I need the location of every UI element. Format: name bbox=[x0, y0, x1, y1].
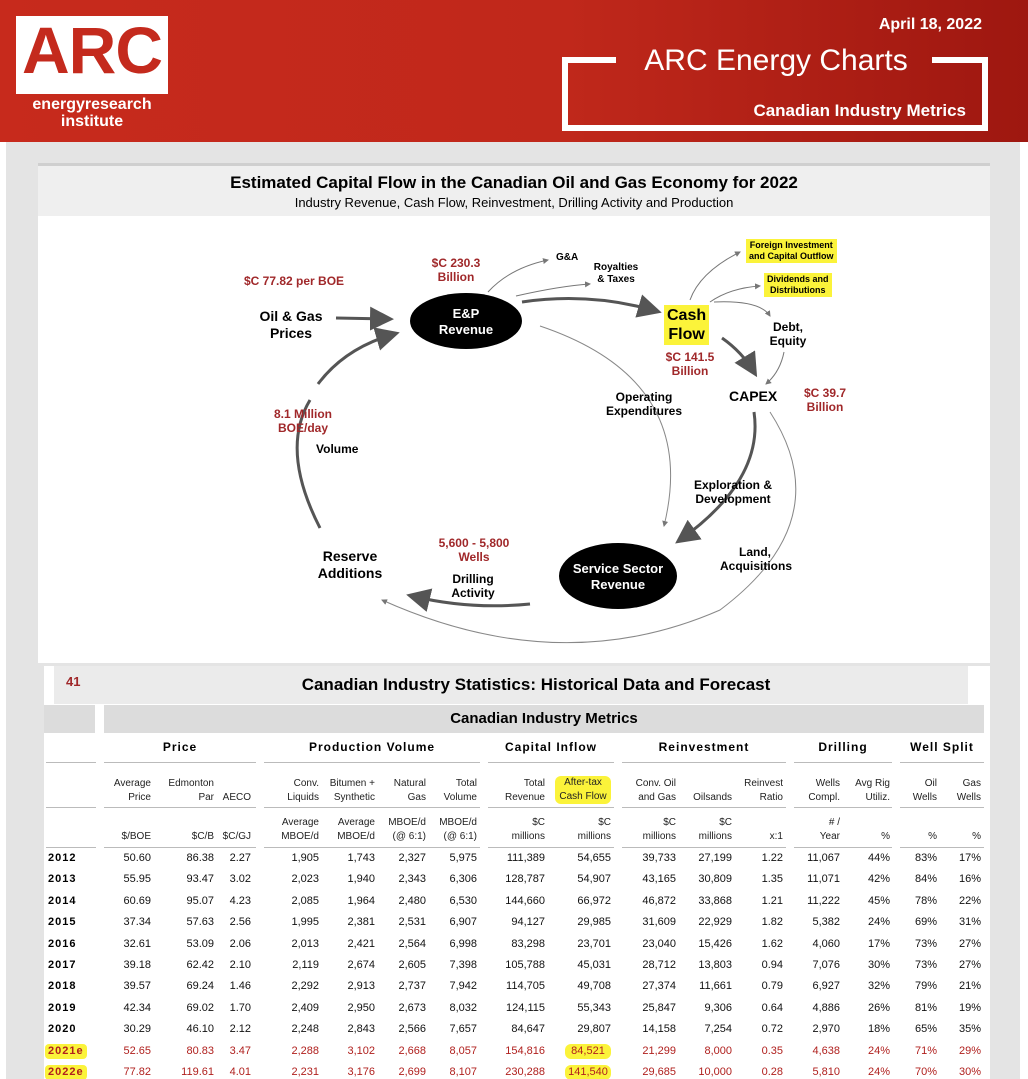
unit-divider bbox=[794, 847, 892, 848]
table-cell: 33,868 bbox=[698, 895, 732, 907]
logo-subtitle-1: energyresearch bbox=[32, 96, 152, 113]
unit-header: $C millions bbox=[642, 817, 676, 842]
table-cell: 32% bbox=[867, 980, 890, 992]
table-cell: 30% bbox=[867, 959, 890, 971]
header-divider bbox=[488, 807, 614, 808]
group-divider bbox=[104, 762, 256, 763]
table-cell: 53.09 bbox=[186, 938, 214, 950]
table-cell: 1,995 bbox=[291, 916, 319, 928]
table-cell: 29% bbox=[958, 1045, 981, 1057]
unit-divider bbox=[622, 847, 786, 848]
row-year: 2014 bbox=[48, 895, 77, 907]
table-cell: 32.61 bbox=[123, 938, 151, 950]
unit-header: $C millions bbox=[577, 817, 611, 842]
revenue-to-royalties-arrow bbox=[516, 284, 590, 296]
table-cell: 1.22 bbox=[761, 852, 783, 864]
table-cell: 2,421 bbox=[347, 938, 375, 950]
table-cell: 54,907 bbox=[577, 873, 611, 885]
table-cell: 73% bbox=[914, 938, 937, 950]
table-cell: 8,000 bbox=[704, 1045, 732, 1057]
table-cell: 5,975 bbox=[449, 852, 477, 864]
unit-header: $/BOE bbox=[121, 831, 151, 842]
row-year: 2013 bbox=[48, 873, 77, 885]
group-divider bbox=[46, 762, 96, 763]
unit-header: x:1 bbox=[769, 831, 783, 842]
table-title: Canadian Industry Statistics: Historical Data and Forecast bbox=[301, 675, 771, 694]
table-cell: 86.38 bbox=[186, 852, 214, 864]
table-cell: 2,327 bbox=[398, 852, 426, 864]
table-cell: 124,115 bbox=[506, 1002, 545, 1014]
table-cell: 2,231 bbox=[291, 1066, 319, 1078]
table-cell: 80.83 bbox=[186, 1045, 214, 1057]
column-header: Wells Compl. bbox=[808, 778, 840, 803]
table-cell: 2,699 bbox=[398, 1066, 426, 1078]
column-header: Conv. Liquids bbox=[287, 778, 319, 803]
table-cell: 6,530 bbox=[449, 895, 477, 907]
unit-divider bbox=[46, 847, 96, 848]
column-header: Reinvest Ratio bbox=[744, 778, 783, 803]
table-cell: 1,905 bbox=[291, 852, 319, 864]
table-cell: 31% bbox=[958, 916, 981, 928]
group-header: Reinvestment bbox=[658, 740, 750, 754]
table-cell: 57.63 bbox=[186, 916, 214, 928]
table-cell: 95.07 bbox=[186, 895, 214, 907]
column-header: After-tax Cash Flow bbox=[555, 776, 611, 804]
table-cell: 6,927 bbox=[812, 980, 840, 992]
table-cell: 8,057 bbox=[449, 1045, 477, 1057]
cashflow-to-capex-arrow bbox=[722, 338, 754, 372]
unit-header: % bbox=[972, 831, 981, 842]
table-cell: 77.82 bbox=[123, 1066, 151, 1078]
row-year: 2018 bbox=[48, 980, 77, 992]
table-cell: 2,480 bbox=[398, 895, 426, 907]
capex-label: CAPEX bbox=[729, 388, 778, 404]
logo-subtitle-2: institute bbox=[60, 113, 124, 130]
table-cell: 105,788 bbox=[505, 959, 545, 971]
unit-header: MBOE/d (@ 6:1) bbox=[439, 817, 477, 842]
royalties-label: Royalties & Taxes bbox=[593, 262, 639, 285]
table-cell: 31,609 bbox=[642, 916, 676, 928]
table-cell: 46,872 bbox=[642, 895, 676, 907]
table-cell: 17% bbox=[867, 938, 890, 950]
table-cell: 154,816 bbox=[505, 1045, 545, 1057]
header-divider bbox=[46, 807, 96, 808]
page-number: 41 bbox=[66, 674, 81, 689]
unit-header: % bbox=[881, 831, 890, 842]
table-cell: 13,803 bbox=[698, 959, 732, 971]
table-cell: 17% bbox=[958, 852, 981, 864]
table-cell: 119.61 bbox=[181, 1066, 214, 1078]
table-cell: 52.65 bbox=[123, 1045, 151, 1057]
drilling-activity-label: Drilling Activity bbox=[451, 572, 495, 600]
page-title: ARC Energy Charts bbox=[644, 44, 908, 77]
table-cell: 23,701 bbox=[577, 938, 611, 950]
row-year: 2015 bbox=[48, 916, 77, 928]
table-cell: 3,102 bbox=[347, 1045, 375, 1057]
table-cell: 2.12 bbox=[229, 1023, 251, 1035]
unit-header: MBOE/d (@ 6:1) bbox=[388, 817, 426, 842]
volume-to-prices-arrow bbox=[318, 334, 394, 384]
table-cell: 84% bbox=[914, 873, 937, 885]
table-cell: 1.35 bbox=[761, 873, 783, 885]
cashflow-to-debt-arrow bbox=[714, 302, 770, 316]
table-cell: 62.42 bbox=[186, 959, 214, 971]
row-year: 2019 bbox=[48, 1002, 77, 1014]
table-cell: 81% bbox=[914, 1002, 937, 1014]
unit-header: $C millions bbox=[511, 817, 545, 842]
diagram-subtitle: Industry Revenue, Cash Flow, Reinvestment, Drilling Activity and Production bbox=[294, 195, 734, 210]
table-cell: 24% bbox=[867, 916, 890, 928]
table-cell: 4,638 bbox=[812, 1045, 840, 1057]
table-cell: 94,127 bbox=[511, 916, 545, 928]
column-header: Avg Rig Utiliz. bbox=[855, 778, 890, 803]
table-cell: 79% bbox=[914, 980, 937, 992]
table-cell: 1,940 bbox=[347, 873, 375, 885]
group-divider bbox=[794, 762, 892, 763]
table-cell: 10,000 bbox=[698, 1066, 732, 1078]
row-year: 2012 bbox=[48, 852, 77, 864]
unit-header: % bbox=[928, 831, 937, 842]
table-cell: 93.47 bbox=[186, 873, 214, 885]
table-cell: 7,942 bbox=[449, 980, 477, 992]
cashflow-to-dividends-arrow bbox=[710, 286, 760, 302]
dividends-label: Dividends and Distributions bbox=[764, 273, 832, 297]
revenue-to-ga-arrow bbox=[488, 260, 548, 292]
table-cell: 54,655 bbox=[577, 852, 611, 864]
table-cell: 3.47 bbox=[229, 1045, 251, 1057]
table-cell: 6,907 bbox=[449, 916, 477, 928]
table-cell: 29,685 bbox=[642, 1066, 676, 1078]
table-cell: 4.01 bbox=[229, 1066, 251, 1078]
header-divider bbox=[622, 807, 786, 808]
land-arrow bbox=[382, 412, 796, 643]
table-cell: 16% bbox=[958, 873, 981, 885]
ep-revenue-label: E&P Revenue bbox=[438, 306, 494, 337]
table-cell: 55.95 bbox=[123, 873, 151, 885]
table-cell: 141,540 bbox=[565, 1065, 611, 1079]
table-cell: 2,970 bbox=[812, 1023, 840, 1035]
table-cell: 0.28 bbox=[761, 1066, 783, 1078]
table-cell: 1.82 bbox=[761, 916, 783, 928]
table-cell: 30,809 bbox=[698, 873, 732, 885]
table-cell: 2,013 bbox=[291, 938, 319, 950]
exploration-label: Exploration & Development bbox=[694, 478, 773, 506]
column-header: Conv. Oil and Gas bbox=[635, 778, 676, 803]
table-cell: 2.10 bbox=[229, 959, 251, 971]
group-divider bbox=[488, 762, 614, 763]
table-cell: 44% bbox=[867, 852, 890, 864]
column-header: Bitumen + Synthetic bbox=[329, 778, 375, 803]
wells-value: 5,600 - 5,800 Wells bbox=[438, 536, 510, 564]
price-value: $C 77.82 per BOE bbox=[244, 274, 345, 288]
table-cell: 22,929 bbox=[698, 916, 732, 928]
logo-text: ARC bbox=[22, 13, 162, 87]
table-cell: 1.62 bbox=[761, 938, 783, 950]
table-cell: 2,119 bbox=[292, 959, 319, 971]
table-cell: 27,374 bbox=[642, 980, 676, 992]
table-cell: 2,531 bbox=[398, 916, 426, 928]
table-cell: 2,950 bbox=[347, 1002, 375, 1014]
table-cell: 2,673 bbox=[398, 1002, 426, 1014]
unit-divider bbox=[900, 847, 984, 848]
table-cell: 1.21 bbox=[761, 895, 783, 907]
group-divider bbox=[264, 762, 480, 763]
table-cell: 84,647 bbox=[511, 1023, 545, 1035]
table-cell: 2,737 bbox=[398, 980, 426, 992]
table-cell: 60.69 bbox=[123, 895, 151, 907]
unit-header: $C millions bbox=[698, 817, 732, 842]
table-cell: 5,810 bbox=[812, 1066, 840, 1078]
table-cell: 45,031 bbox=[577, 959, 611, 971]
table-cell: 21% bbox=[958, 980, 981, 992]
table-cell: 24% bbox=[867, 1066, 890, 1078]
table-cell: 22% bbox=[958, 895, 981, 907]
table-cell: 42.34 bbox=[123, 1002, 151, 1014]
table-cell: 7,076 bbox=[812, 959, 840, 971]
service-sector-label: Service Sector Revenue bbox=[572, 561, 664, 592]
metrics-label: Canadian Industry Metrics bbox=[450, 710, 638, 727]
table-cell: 49,708 bbox=[577, 980, 611, 992]
table-cell: 27,199 bbox=[698, 852, 732, 864]
table-cell: 2,343 bbox=[398, 873, 426, 885]
column-header: Total Revenue bbox=[504, 778, 545, 803]
cashflow-value: $C 141.5 Billion bbox=[665, 350, 715, 378]
table-cell: 39.18 bbox=[123, 959, 151, 971]
column-header: Gas Wells bbox=[956, 778, 981, 803]
group-header: Capital Inflow bbox=[505, 740, 597, 754]
table-cell: 70% bbox=[914, 1066, 937, 1078]
table-cell: 46.10 bbox=[186, 1023, 214, 1035]
table-cell: 3,176 bbox=[347, 1066, 375, 1078]
table-cell: 18% bbox=[867, 1023, 890, 1035]
table-cell: 27% bbox=[958, 959, 981, 971]
row-year: 2017 bbox=[48, 959, 77, 971]
revenue-to-cashflow-arrow bbox=[522, 299, 656, 311]
table-cell: 6,306 bbox=[449, 873, 477, 885]
table-cell: 29,807 bbox=[577, 1023, 611, 1035]
table-cell: 2,085 bbox=[291, 895, 319, 907]
table-cell: 15,426 bbox=[698, 938, 732, 950]
table-cell: 73% bbox=[914, 959, 937, 971]
unit-divider bbox=[104, 847, 256, 848]
table-cell: 65% bbox=[914, 1023, 937, 1035]
table-cell: 1,743 bbox=[347, 852, 375, 864]
table-cell: 4,060 bbox=[812, 938, 840, 950]
table-cell: 2,288 bbox=[291, 1045, 319, 1057]
table-cell: 111,389 bbox=[506, 852, 545, 864]
group-divider bbox=[900, 762, 984, 763]
table-cell: 2.27 bbox=[229, 852, 251, 864]
table-cell: 1.46 bbox=[229, 980, 251, 992]
prices-to-revenue-arrow bbox=[336, 318, 388, 319]
table-cell: 14,158 bbox=[642, 1023, 676, 1035]
table-cell: 8,032 bbox=[449, 1002, 477, 1014]
group-header: Production Volume bbox=[308, 740, 436, 754]
table-cell: 19% bbox=[958, 1002, 981, 1014]
table-cell: 83,298 bbox=[511, 938, 545, 950]
cash-flow-label: Cash Flow bbox=[664, 305, 709, 345]
column-header: Natural Gas bbox=[393, 778, 426, 803]
table-cell: 5,382 bbox=[812, 916, 840, 928]
header-divider bbox=[794, 807, 892, 808]
table-cell: 29,985 bbox=[577, 916, 611, 928]
revenue-value: $C 230.3 Billion bbox=[431, 256, 481, 284]
table-cell: 11,067 bbox=[807, 852, 840, 864]
opex-label: Operating Expenditures bbox=[606, 390, 683, 418]
table-cell: 2,564 bbox=[398, 938, 426, 950]
table-cell: 66,972 bbox=[577, 895, 611, 907]
foreign-investment-label: Foreign Investment and Capital Outflow bbox=[746, 239, 837, 263]
table-cell: 2,248 bbox=[291, 1023, 319, 1035]
table-cell: 114,705 bbox=[506, 980, 545, 992]
row-header-bar bbox=[44, 705, 95, 733]
table-cell: 30.29 bbox=[123, 1023, 151, 1035]
table-cell: 3.02 bbox=[229, 873, 251, 885]
unit-divider bbox=[264, 847, 480, 848]
table-cell: 11,071 bbox=[807, 873, 840, 885]
group-header: Price bbox=[162, 740, 198, 754]
report-date: April 18, 2022 bbox=[878, 16, 982, 33]
table-cell: 26% bbox=[867, 1002, 890, 1014]
table-cell: 0.64 bbox=[761, 1002, 783, 1014]
debt-equity-label: Debt, Equity bbox=[769, 320, 807, 348]
table-cell: 7,398 bbox=[449, 959, 477, 971]
table-cell: 128,787 bbox=[505, 873, 545, 885]
table-cell: 69.24 bbox=[186, 980, 214, 992]
table-cell: 43,165 bbox=[642, 873, 676, 885]
row-year: 2022e bbox=[45, 1065, 87, 1079]
table-cell: 30% bbox=[958, 1066, 981, 1078]
table-cell: 25,847 bbox=[642, 1002, 676, 1014]
table-cell: 2,605 bbox=[398, 959, 426, 971]
table-cell: 2,843 bbox=[347, 1023, 375, 1035]
unit-divider bbox=[488, 847, 614, 848]
table-cell: 50.60 bbox=[123, 852, 151, 864]
table-cell: 230,288 bbox=[505, 1066, 545, 1078]
table-cell: 6,998 bbox=[449, 938, 477, 950]
diagram-title: Estimated Capital Flow in the Canadian Oil and Gas Economy for 2022 bbox=[230, 173, 798, 192]
table-cell: 39.57 bbox=[123, 980, 151, 992]
capex-to-service-arrow bbox=[680, 412, 755, 540]
table-cell: 78% bbox=[914, 895, 937, 907]
unit-header: Average MBOE/d bbox=[337, 817, 375, 842]
unit-header: Average MBOE/d bbox=[281, 817, 319, 842]
table-cell: 35% bbox=[958, 1023, 981, 1035]
debt-to-capex-arrow bbox=[766, 352, 784, 384]
unit-header: # / Year bbox=[819, 817, 840, 842]
table-cell: 11,661 bbox=[699, 980, 732, 992]
table-cell: 2,674 bbox=[347, 959, 375, 971]
table-cell: 9,306 bbox=[704, 1002, 732, 1014]
volume-value: 8.1 Million BOE/day bbox=[273, 407, 332, 435]
group-divider bbox=[622, 762, 786, 763]
land-acquisitions-label: Land, Acquisitions bbox=[720, 545, 793, 573]
column-header: Oil Wells bbox=[912, 778, 937, 803]
table-cell: 37.34 bbox=[123, 916, 151, 928]
capex-value: $C 39.7 Billion bbox=[803, 386, 847, 414]
table-cell: 84,521 bbox=[565, 1044, 611, 1059]
table-cell: 23,040 bbox=[642, 938, 676, 950]
table-cell: 144,660 bbox=[505, 895, 545, 907]
table-cell: 2,668 bbox=[398, 1045, 426, 1057]
table-cell: 7,657 bbox=[449, 1023, 477, 1035]
cashflow-to-foreign-arrow bbox=[690, 252, 740, 300]
table-cell: 2,292 bbox=[291, 980, 319, 992]
table-cell: 2,381 bbox=[347, 916, 375, 928]
page-subtitle: Canadian Industry Metrics bbox=[753, 101, 966, 120]
table-cell: 39,733 bbox=[642, 852, 676, 864]
column-header: Total Volume bbox=[443, 778, 477, 803]
table-cell: 0.72 bbox=[761, 1023, 783, 1035]
table-cell: 2.06 bbox=[229, 938, 251, 950]
table-cell: 1.70 bbox=[229, 1002, 251, 1014]
table-cell: 71% bbox=[914, 1045, 937, 1057]
ga-label: G&A bbox=[556, 252, 579, 263]
column-header: AECO bbox=[222, 792, 251, 803]
group-header: Well Split bbox=[910, 740, 974, 754]
table-cell: 55,343 bbox=[577, 1002, 611, 1014]
table-cell: 28,712 bbox=[642, 959, 676, 971]
column-header: Oilsands bbox=[693, 792, 732, 803]
table-cell: 69% bbox=[914, 916, 937, 928]
row-year: 2020 bbox=[48, 1023, 77, 1035]
table-cell: 11,222 bbox=[807, 895, 840, 907]
prices-label: Oil & Gas Prices bbox=[259, 308, 323, 341]
table-cell: 4.23 bbox=[229, 895, 251, 907]
row-year: 2021e bbox=[45, 1044, 87, 1059]
column-header: Average Price bbox=[113, 778, 151, 803]
table-cell: 69.02 bbox=[186, 1002, 214, 1014]
table-cell: 7,254 bbox=[704, 1023, 732, 1035]
column-header: Edmonton Par bbox=[168, 778, 214, 803]
table-cell: 0.79 bbox=[761, 980, 783, 992]
table-cell: 2,023 bbox=[291, 873, 319, 885]
table-cell: 24% bbox=[867, 1045, 890, 1057]
unit-header: $C/B bbox=[191, 831, 214, 842]
reserve-additions-label: Reserve Additions bbox=[317, 548, 383, 581]
table-cell: 42% bbox=[867, 873, 890, 885]
table-cell: 2,409 bbox=[291, 1002, 319, 1014]
table-cell: 1,964 bbox=[347, 895, 375, 907]
table-cell: 83% bbox=[914, 852, 937, 864]
table-cell: 27% bbox=[958, 938, 981, 950]
header-divider bbox=[900, 807, 984, 808]
table-cell: 4,886 bbox=[812, 1002, 840, 1014]
table-cell: 2.56 bbox=[229, 916, 251, 928]
table-cell: 2,566 bbox=[398, 1023, 426, 1035]
table-cell: 8,107 bbox=[449, 1066, 477, 1078]
table-cell: 2,913 bbox=[347, 980, 375, 992]
table-cell: 0.94 bbox=[761, 959, 783, 971]
header-divider bbox=[264, 807, 480, 808]
opex-arrow bbox=[540, 326, 671, 526]
unit-header: $C/GJ bbox=[222, 831, 251, 842]
table-cell: 0.35 bbox=[761, 1045, 783, 1057]
row-year: 2016 bbox=[48, 938, 77, 950]
group-header: Drilling bbox=[818, 740, 868, 754]
volume-label: Volume bbox=[316, 442, 359, 456]
header-divider bbox=[104, 807, 256, 808]
table-cell: 45% bbox=[867, 895, 890, 907]
table-cell: 21,299 bbox=[642, 1045, 676, 1057]
